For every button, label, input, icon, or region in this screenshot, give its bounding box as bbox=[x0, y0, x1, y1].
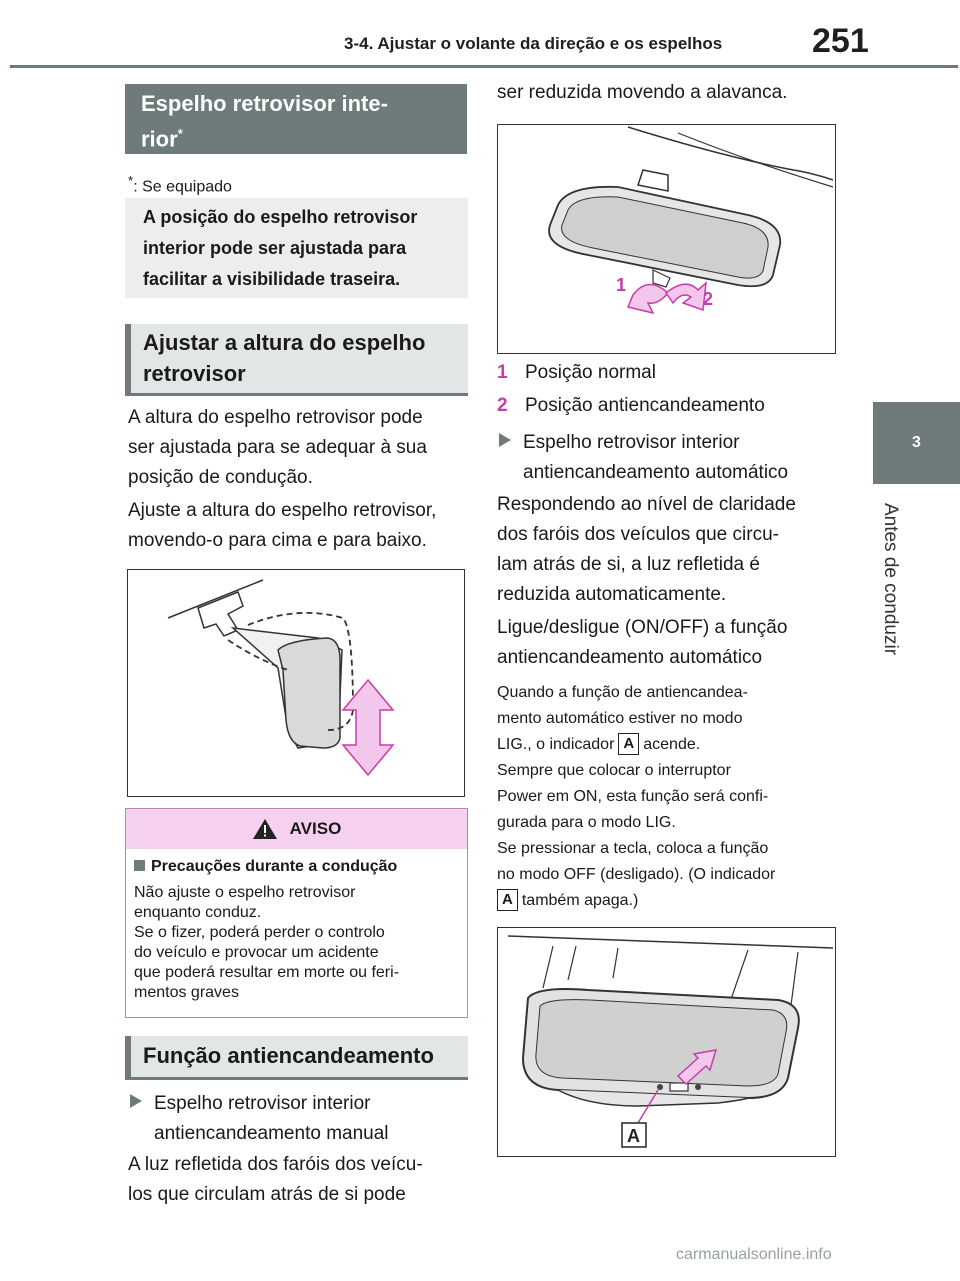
bullet-arrow-icon bbox=[499, 433, 511, 447]
section-heading-antiglare bbox=[125, 1036, 468, 1080]
warning-header bbox=[126, 809, 467, 849]
chapter-tab bbox=[873, 402, 960, 484]
warning-line: que poderá resultar em morte ou feri- bbox=[134, 964, 400, 981]
text-line: ser ajustada para se adequar à sua bbox=[128, 437, 427, 458]
bullet-arrow-icon bbox=[130, 1094, 142, 1108]
text-line: Se pressionar a tecla, coloca a função bbox=[497, 840, 769, 857]
figure-auto-switch bbox=[497, 927, 836, 1157]
section-heading-height bbox=[125, 324, 468, 396]
text-line: Espelho retrovisor interior bbox=[154, 1093, 371, 1114]
manual-paragraph-continued: ser reduzida movendo a alavanca. bbox=[497, 82, 788, 103]
warning-line: enquanto conduz. bbox=[134, 904, 262, 921]
text-line bbox=[497, 888, 847, 914]
callout-a-label: A bbox=[627, 1126, 640, 1146]
warning-triangle-icon bbox=[252, 818, 278, 840]
square-bullet-icon bbox=[134, 860, 145, 871]
intro-line: A posição do espelho retrovisor bbox=[143, 207, 418, 227]
text-line: Ligue/desligue (ON/OFF) a função bbox=[497, 617, 788, 638]
indicator-light-icon bbox=[657, 1084, 663, 1090]
text-line: Sempre que colocar o interruptor bbox=[497, 762, 731, 779]
section-heading-line2: retrovisor bbox=[143, 361, 246, 386]
figure-legend bbox=[497, 358, 842, 421]
text-line: antiencandeamento automático bbox=[523, 462, 789, 483]
legend-item bbox=[497, 358, 842, 388]
section-heading-line1: Espelho retrovisor inte- bbox=[141, 91, 388, 116]
footnote-mark: * bbox=[128, 173, 134, 188]
section-heading-word: rior bbox=[141, 126, 178, 152]
footnote-text: : Se equipado bbox=[133, 178, 232, 196]
figure-label-2: 2 bbox=[703, 289, 714, 309]
legend-number: 1 bbox=[497, 362, 508, 383]
text-line: lam atrás de si, a luz refletida é bbox=[497, 554, 760, 575]
chapter-side-label bbox=[860, 484, 920, 674]
intro-line: interior pode ser ajustada para bbox=[143, 238, 407, 258]
intro-line: facilitar a visibilidade traseira. bbox=[143, 269, 401, 289]
warning-subhead-text: Precauções durante a condução bbox=[151, 858, 398, 875]
warning-box bbox=[125, 808, 468, 1018]
footnote bbox=[128, 168, 232, 200]
intro-box bbox=[125, 198, 468, 298]
text-segment: acende. bbox=[643, 736, 701, 753]
text-line: no modo OFF (desligado). (O indicador bbox=[497, 866, 776, 883]
figure-mirror-height bbox=[127, 569, 465, 797]
legend-text: Posição normal bbox=[525, 362, 656, 383]
text-line: gurada para o modo LIG. bbox=[497, 814, 676, 831]
text-line: A luz refletida dos faróis dos veícu- bbox=[128, 1154, 423, 1175]
text-line: los que circulam atrás de si pode bbox=[128, 1184, 406, 1205]
text-line: movendo-o para cima e para baixo. bbox=[128, 530, 427, 551]
text-line: dos faróis dos veículos que circu- bbox=[497, 524, 779, 545]
figure-label-1: 1 bbox=[616, 275, 627, 295]
legend-number: 2 bbox=[497, 395, 508, 416]
warning-line: mentos graves bbox=[134, 984, 239, 1001]
auto-paragraph-1 bbox=[497, 490, 847, 610]
height-paragraph-2 bbox=[128, 496, 473, 556]
section-heading-interior-mirror bbox=[125, 84, 467, 154]
manual-lever-illustration bbox=[498, 125, 834, 352]
asterisk: * bbox=[177, 126, 183, 141]
auto-details bbox=[497, 680, 847, 914]
section-heading-line2 bbox=[141, 119, 451, 154]
indicator-a-label: A bbox=[618, 733, 639, 755]
height-paragraph-1 bbox=[128, 403, 473, 493]
text-line: Respondendo ao nível de claridade bbox=[497, 494, 796, 515]
warning-line: do veículo e provocar um acidente bbox=[134, 944, 379, 961]
bullet-automatic bbox=[499, 428, 844, 488]
legend-text: Posição antiencandeamento bbox=[525, 395, 765, 416]
header-divider bbox=[10, 65, 958, 68]
auto-switch-illustration bbox=[498, 928, 834, 1155]
text-line: Espelho retrovisor interior bbox=[523, 432, 740, 453]
text-line bbox=[497, 732, 847, 758]
chapter-label-text: Antes de conduzir bbox=[880, 502, 901, 656]
section-heading-line1: Função antiencandeamento bbox=[143, 1043, 434, 1068]
text-line: antiencandeamento manual bbox=[154, 1123, 389, 1144]
auto-paragraph-2 bbox=[497, 613, 847, 673]
text-line: Power em ON, esta função será confi- bbox=[497, 788, 769, 805]
text-segment: também apaga.) bbox=[521, 892, 639, 909]
text-line: Quando a função de antiencandea- bbox=[497, 684, 748, 701]
section-heading-line1: Ajustar a altura do espelho bbox=[143, 330, 426, 355]
warning-title: AVISO bbox=[289, 819, 342, 838]
manual-paragraph bbox=[128, 1150, 473, 1210]
text-line: posição de condução. bbox=[128, 467, 313, 488]
mirror-height-illustration bbox=[128, 570, 463, 795]
chapter-number: 3 bbox=[912, 434, 921, 451]
text-segment: LIG., o indicador bbox=[497, 736, 615, 753]
warning-line: Se o fizer, poderá perder o controlo bbox=[134, 924, 385, 941]
page-number: 251 bbox=[812, 22, 869, 60]
chapter-heading: 3-4. Ajustar o volante da direção e os espelhos bbox=[344, 34, 723, 53]
text-line: A altura do espelho retrovisor pode bbox=[128, 407, 423, 428]
warning-body bbox=[126, 849, 467, 1009]
text-line: antiencandeamento automático bbox=[497, 647, 763, 668]
warning-subhead bbox=[134, 855, 459, 879]
text-line: reduzida automaticamente. bbox=[497, 584, 727, 605]
text-line: mento automático estiver no modo bbox=[497, 710, 743, 727]
watermark: carmanualsonline.info bbox=[676, 1246, 832, 1263]
sensor-icon bbox=[695, 1084, 701, 1090]
indicator-a-label: A bbox=[497, 889, 518, 911]
legend-item bbox=[497, 391, 842, 421]
bullet-manual bbox=[130, 1089, 470, 1149]
warning-text bbox=[134, 883, 459, 1003]
figure-manual-lever bbox=[497, 124, 836, 354]
warning-line: Não ajuste o espelho retrovisor bbox=[134, 884, 356, 901]
text-line: Ajuste a altura do espelho retrovisor, bbox=[128, 500, 437, 521]
